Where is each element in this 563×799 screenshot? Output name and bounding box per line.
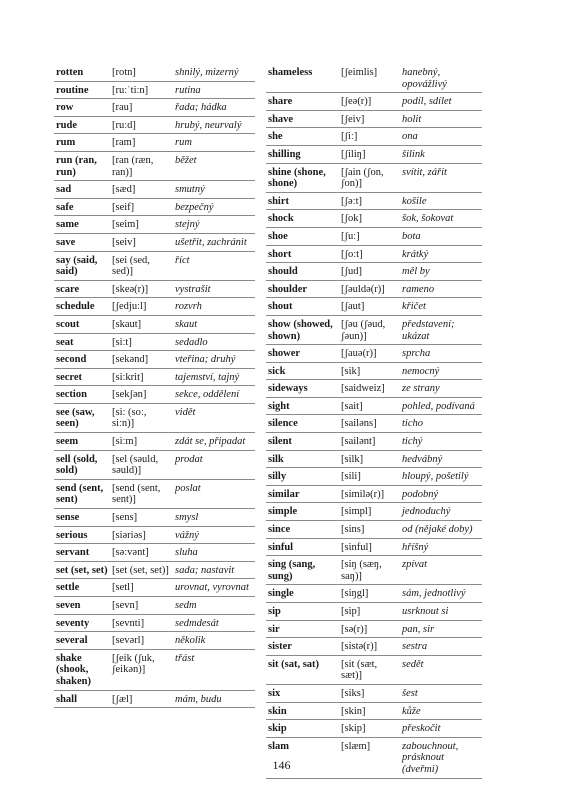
headword: skin bbox=[266, 702, 339, 720]
translation: sedmdesát bbox=[173, 614, 255, 632]
translation: sedm bbox=[173, 597, 255, 615]
pronunciation: [ruːˈtiːn] bbox=[110, 81, 173, 99]
headword: short bbox=[266, 245, 339, 263]
entry-row bbox=[266, 128, 482, 146]
pronunciation: [ʃəuldə(r)] bbox=[339, 280, 400, 298]
pronunciation: [send (sent, sent)] bbox=[110, 479, 173, 508]
headword: shout bbox=[266, 298, 339, 316]
headword: she bbox=[266, 128, 339, 146]
pronunciation: [rotn] bbox=[110, 64, 173, 81]
headword: shoulder bbox=[266, 280, 339, 298]
headword: shake (shook, shaken) bbox=[54, 649, 110, 690]
entry-row bbox=[54, 386, 255, 404]
headword: say (said, said) bbox=[54, 251, 110, 280]
entry-row bbox=[266, 163, 482, 192]
pronunciation: [sistə(r)] bbox=[339, 638, 400, 656]
vocabulary-table-left bbox=[54, 64, 255, 708]
translation: bota bbox=[400, 227, 482, 245]
translation: rutina bbox=[173, 81, 255, 99]
pronunciation: [siəriəs] bbox=[110, 526, 173, 544]
translation: přeskočit bbox=[400, 720, 482, 738]
entry-row bbox=[266, 433, 482, 451]
translation: podíl, sdílet bbox=[400, 93, 482, 111]
entry-row bbox=[266, 64, 482, 93]
translation: šilink bbox=[400, 145, 482, 163]
headword: rum bbox=[54, 134, 110, 152]
entry-row bbox=[266, 397, 482, 415]
pronunciation: [seif] bbox=[110, 198, 173, 216]
translation: křičet bbox=[400, 298, 482, 316]
entry-row bbox=[54, 81, 255, 99]
entry-row bbox=[266, 450, 482, 468]
entry-row bbox=[54, 479, 255, 508]
translation: ona bbox=[400, 128, 482, 146]
pronunciation: [sel (səuld, səuld)] bbox=[110, 450, 173, 479]
translation: nemocný bbox=[400, 362, 482, 380]
entry-row bbox=[54, 251, 255, 280]
pronunciation: [slæm] bbox=[339, 737, 400, 778]
headword: seat bbox=[54, 333, 110, 351]
headword: similar bbox=[266, 485, 339, 503]
entry-row bbox=[54, 351, 255, 369]
headword: row bbox=[54, 99, 110, 117]
translation: smutný bbox=[173, 181, 255, 199]
headword: seem bbox=[54, 433, 110, 451]
headword: shirt bbox=[266, 192, 339, 210]
headword: sideways bbox=[266, 380, 339, 398]
pronunciation: [siŋ (sæŋ, saŋ)] bbox=[339, 556, 400, 585]
headword: shine (shone, shone) bbox=[266, 163, 339, 192]
entry-row bbox=[266, 655, 482, 684]
pronunciation: [siːkrit] bbox=[110, 368, 173, 386]
pronunciation: [skip] bbox=[339, 720, 400, 738]
headword: serious bbox=[54, 526, 110, 544]
pronunciation: [ʃok] bbox=[339, 210, 400, 228]
pronunciation: [sailəns] bbox=[339, 415, 400, 433]
entry-row bbox=[54, 116, 255, 134]
pronunciation: [ʃain (ʃon, ʃon)] bbox=[339, 163, 400, 192]
translation: svítit, zářit bbox=[400, 163, 482, 192]
headword: should bbox=[266, 263, 339, 281]
pronunciation: [sip] bbox=[339, 603, 400, 621]
pronunciation: [similə(r)] bbox=[339, 485, 400, 503]
entry-row bbox=[266, 415, 482, 433]
headword: sinful bbox=[266, 538, 339, 556]
headword: second bbox=[54, 351, 110, 369]
pronunciation: [silk] bbox=[339, 450, 400, 468]
entry-row bbox=[266, 521, 482, 539]
translation: třást bbox=[173, 649, 255, 690]
headword: single bbox=[266, 585, 339, 603]
pronunciation: [siːt] bbox=[110, 333, 173, 351]
pronunciation: [ʃoːt] bbox=[339, 245, 400, 263]
headword: scout bbox=[54, 315, 110, 333]
headword: sit (sat, sat) bbox=[266, 655, 339, 684]
translation: pan, sir bbox=[400, 620, 482, 638]
pronunciation: [saidweiz] bbox=[339, 380, 400, 398]
translation: sluha bbox=[173, 544, 255, 562]
pronunciation: [set (set, set)] bbox=[110, 561, 173, 579]
vocabulary-table-right bbox=[266, 64, 482, 779]
translation: hříšný bbox=[400, 538, 482, 556]
translation: vteřina; druhý bbox=[173, 351, 255, 369]
entry-row bbox=[54, 614, 255, 632]
headword: show (showed, shown) bbox=[266, 315, 339, 344]
entry-row bbox=[54, 280, 255, 298]
headword: sell (sold, sold) bbox=[54, 450, 110, 479]
entry-row bbox=[54, 198, 255, 216]
translation: zabouchnout, prásknout (dveřmi) bbox=[400, 737, 482, 778]
entry-row bbox=[266, 145, 482, 163]
translation: měl by bbox=[400, 263, 482, 281]
translation: ušetřit, zachránit bbox=[173, 233, 255, 251]
pronunciation: [ruːd] bbox=[110, 116, 173, 134]
translation: zpívat bbox=[400, 556, 482, 585]
headword: set (set, set) bbox=[54, 561, 110, 579]
headword: schedule bbox=[54, 298, 110, 316]
translation: kůže bbox=[400, 702, 482, 720]
pronunciation: [sæd] bbox=[110, 181, 173, 199]
headword: run (ran, run) bbox=[54, 151, 110, 180]
entry-row bbox=[54, 298, 255, 316]
pronunciation: [sevərl] bbox=[110, 632, 173, 650]
entry-row bbox=[266, 638, 482, 656]
translation: krátký bbox=[400, 245, 482, 263]
headword: scare bbox=[54, 280, 110, 298]
page-number: 146 bbox=[272, 758, 291, 772]
headword: simple bbox=[266, 503, 339, 521]
pronunciation: [ʃeik (ʃuk, ʃeikən)] bbox=[110, 649, 173, 690]
entry-row bbox=[54, 632, 255, 650]
translation: shnilý, mizerný bbox=[173, 64, 255, 81]
entry-row bbox=[266, 702, 482, 720]
pronunciation: [sens] bbox=[110, 509, 173, 527]
headword: secret bbox=[54, 368, 110, 386]
headword: send (sent, sent) bbox=[54, 479, 110, 508]
pronunciation: [seim] bbox=[110, 216, 173, 234]
headword: see (saw, seen) bbox=[54, 403, 110, 432]
pronunciation: [sins] bbox=[339, 521, 400, 539]
pronunciation: [siŋgl] bbox=[339, 585, 400, 603]
entry-row bbox=[266, 93, 482, 111]
headword: section bbox=[54, 386, 110, 404]
pronunciation: [səːvənt] bbox=[110, 544, 173, 562]
headword: skip bbox=[266, 720, 339, 738]
entry-row bbox=[54, 690, 255, 708]
pronunciation: [skeə(r)] bbox=[110, 280, 173, 298]
translation: rozvrh bbox=[173, 298, 255, 316]
entry-row bbox=[54, 151, 255, 180]
translation: zdát se, připadat bbox=[173, 433, 255, 451]
entry-row bbox=[266, 485, 482, 503]
pronunciation: [sevnti] bbox=[110, 614, 173, 632]
headword: shoe bbox=[266, 227, 339, 245]
pronunciation: [sei (sed, sed)] bbox=[110, 251, 173, 280]
entry-row bbox=[54, 509, 255, 527]
headword: sight bbox=[266, 397, 339, 415]
translation: rum bbox=[173, 134, 255, 152]
entry-row bbox=[266, 298, 482, 316]
pronunciation: [ʃeimlis] bbox=[339, 64, 400, 93]
pronunciation: [sə(r)] bbox=[339, 620, 400, 638]
headword: since bbox=[266, 521, 339, 539]
translation: sám, jednotlivý bbox=[400, 585, 482, 603]
entry-row bbox=[54, 134, 255, 152]
entry-row bbox=[266, 362, 482, 380]
entry-row bbox=[266, 684, 482, 702]
headword: sister bbox=[266, 638, 339, 656]
headword: sir bbox=[266, 620, 339, 638]
pronunciation: [sinful] bbox=[339, 538, 400, 556]
entry-row bbox=[54, 368, 255, 386]
headword: safe bbox=[54, 198, 110, 216]
translation: holit bbox=[400, 110, 482, 128]
entry-row bbox=[266, 380, 482, 398]
headword: shameless bbox=[266, 64, 339, 93]
translation: sedět bbox=[400, 655, 482, 684]
translation: hanebný, opovážlivý bbox=[400, 64, 482, 93]
translation: prodat bbox=[173, 450, 255, 479]
headword: rotten bbox=[54, 64, 110, 81]
pronunciation: [seiv] bbox=[110, 233, 173, 251]
pronunciation: [ʃiliŋ] bbox=[339, 145, 400, 163]
entry-row bbox=[266, 468, 482, 486]
entry-row bbox=[266, 263, 482, 281]
translation: sekce, oddělení bbox=[173, 386, 255, 404]
pronunciation: [ʃaut] bbox=[339, 298, 400, 316]
entry-row bbox=[266, 345, 482, 363]
headword: several bbox=[54, 632, 110, 650]
headword: shave bbox=[266, 110, 339, 128]
headword: silk bbox=[266, 450, 339, 468]
headword: silence bbox=[266, 415, 339, 433]
entry-row bbox=[266, 538, 482, 556]
headword: sad bbox=[54, 181, 110, 199]
entry-row bbox=[266, 603, 482, 621]
headword: servant bbox=[54, 544, 110, 562]
headword: sing (sang, sung) bbox=[266, 556, 339, 585]
left-column bbox=[54, 64, 255, 708]
headword: silly bbox=[266, 468, 339, 486]
headword: sip bbox=[266, 603, 339, 621]
headword: shock bbox=[266, 210, 339, 228]
translation: několik bbox=[173, 632, 255, 650]
pronunciation: [sailənt] bbox=[339, 433, 400, 451]
headword: settle bbox=[54, 579, 110, 597]
translation: sprcha bbox=[400, 345, 482, 363]
translation: sedadlo bbox=[173, 333, 255, 351]
headword: seventy bbox=[54, 614, 110, 632]
pronunciation: [sit (sæt, sæt)] bbox=[339, 655, 400, 684]
entry-row bbox=[266, 585, 482, 603]
translation: skaut bbox=[173, 315, 255, 333]
translation: vážný bbox=[173, 526, 255, 544]
translation: pohled, podívaná bbox=[400, 397, 482, 415]
pronunciation: [ʃedjuːl] bbox=[110, 298, 173, 316]
pronunciation: [sekənd] bbox=[110, 351, 173, 369]
entry-row bbox=[54, 333, 255, 351]
entry-row bbox=[266, 620, 482, 638]
pronunciation: [ʃəːt] bbox=[339, 192, 400, 210]
pronunciation: [setl] bbox=[110, 579, 173, 597]
entry-row bbox=[266, 503, 482, 521]
translation: košile bbox=[400, 192, 482, 210]
translation: hloupý, pošetilý bbox=[400, 468, 482, 486]
headword: rude bbox=[54, 116, 110, 134]
entry-row bbox=[54, 561, 255, 579]
pronunciation: [siks] bbox=[339, 684, 400, 702]
entry-row bbox=[266, 315, 482, 344]
translation: šok, šokovat bbox=[400, 210, 482, 228]
entry-row bbox=[54, 597, 255, 615]
entry-row bbox=[266, 210, 482, 228]
entry-row bbox=[266, 192, 482, 210]
headword: shower bbox=[266, 345, 339, 363]
translation: podobný bbox=[400, 485, 482, 503]
entry-row bbox=[54, 181, 255, 199]
translation: šest bbox=[400, 684, 482, 702]
headword: same bbox=[54, 216, 110, 234]
entry-row bbox=[54, 315, 255, 333]
headword: shall bbox=[54, 690, 110, 708]
headword: sense bbox=[54, 509, 110, 527]
translation: tichý bbox=[400, 433, 482, 451]
pronunciation: [ʃeə(r)] bbox=[339, 93, 400, 111]
entry-row bbox=[54, 450, 255, 479]
entry-row bbox=[54, 233, 255, 251]
entry-row bbox=[54, 433, 255, 451]
headword: routine bbox=[54, 81, 110, 99]
translation: usrknout si bbox=[400, 603, 482, 621]
translation: stejný bbox=[173, 216, 255, 234]
pronunciation: [siː (soː, siːn)] bbox=[110, 403, 173, 432]
translation: tajemství, tajný bbox=[173, 368, 255, 386]
entry-row bbox=[54, 544, 255, 562]
entry-row bbox=[54, 526, 255, 544]
pronunciation: [sevn] bbox=[110, 597, 173, 615]
pronunciation: [siːm] bbox=[110, 433, 173, 451]
pronunciation: [sekʃən] bbox=[110, 386, 173, 404]
headword: silent bbox=[266, 433, 339, 451]
entry-row bbox=[266, 245, 482, 263]
translation: od (nějaké doby) bbox=[400, 521, 482, 539]
pronunciation: [ʃiː] bbox=[339, 128, 400, 146]
pronunciation: [sili] bbox=[339, 468, 400, 486]
translation: sestra bbox=[400, 638, 482, 656]
translation: ticho bbox=[400, 415, 482, 433]
translation: urovnat, vyrovnat bbox=[173, 579, 255, 597]
pronunciation: [ʃeiv] bbox=[339, 110, 400, 128]
translation: hedvábný bbox=[400, 450, 482, 468]
translation: jednoduchý bbox=[400, 503, 482, 521]
translation: smysl bbox=[173, 509, 255, 527]
pronunciation: [rau] bbox=[110, 99, 173, 117]
entry-row bbox=[266, 280, 482, 298]
headword: slam bbox=[266, 737, 339, 778]
translation: mám, budu bbox=[173, 690, 255, 708]
translation: řada; hádka bbox=[173, 99, 255, 117]
translation: vystrašit bbox=[173, 280, 255, 298]
translation: říct bbox=[173, 251, 255, 280]
pronunciation: [skaut] bbox=[110, 315, 173, 333]
pronunciation: [sik] bbox=[339, 362, 400, 380]
headword: sick bbox=[266, 362, 339, 380]
translation: sada; nastavit bbox=[173, 561, 255, 579]
translation: představení; ukázat bbox=[400, 315, 482, 344]
entry-row bbox=[266, 110, 482, 128]
headword: six bbox=[266, 684, 339, 702]
pronunciation: [ʃud] bbox=[339, 263, 400, 281]
translation: hrubý, neurvalý bbox=[173, 116, 255, 134]
pronunciation: [ʃəu (ʃəud, ʃəun)] bbox=[339, 315, 400, 344]
entry-row bbox=[54, 649, 255, 690]
translation: ze strany bbox=[400, 380, 482, 398]
pronunciation: [ran (ræn, ran)] bbox=[110, 151, 173, 180]
entry-row bbox=[54, 403, 255, 432]
headword: share bbox=[266, 93, 339, 111]
entry-row bbox=[54, 99, 255, 117]
pronunciation: [ʃauə(r)] bbox=[339, 345, 400, 363]
headword: seven bbox=[54, 597, 110, 615]
translation: poslat bbox=[173, 479, 255, 508]
pronunciation: [ram] bbox=[110, 134, 173, 152]
pronunciation: [skin] bbox=[339, 702, 400, 720]
pronunciation: [ʃæl] bbox=[110, 690, 173, 708]
pronunciation: [sait] bbox=[339, 397, 400, 415]
pronunciation: [simpl] bbox=[339, 503, 400, 521]
entry-row bbox=[266, 720, 482, 738]
entry-row bbox=[54, 216, 255, 234]
headword: shilling bbox=[266, 145, 339, 163]
pronunciation: [ʃuː] bbox=[339, 227, 400, 245]
right-column bbox=[266, 64, 482, 779]
entry-row bbox=[266, 227, 482, 245]
headword: save bbox=[54, 233, 110, 251]
translation: bezpečný bbox=[173, 198, 255, 216]
translation: vidět bbox=[173, 403, 255, 432]
translation: rameno bbox=[400, 280, 482, 298]
entry-row bbox=[54, 64, 255, 81]
entry-row bbox=[54, 579, 255, 597]
entry-row bbox=[266, 556, 482, 585]
translation: běžet bbox=[173, 151, 255, 180]
